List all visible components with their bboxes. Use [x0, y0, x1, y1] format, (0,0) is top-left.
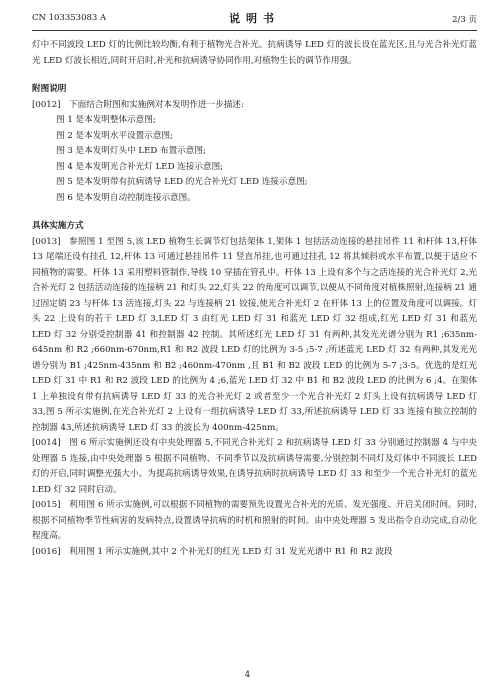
- page-number: 4: [244, 670, 251, 680]
- embodiment-heading: 具体实施方式: [32, 221, 84, 231]
- figure-caption-3: 图 3 是本发明灯头中 LED 布置示意图;: [56, 146, 206, 156]
- paragraph-number: [0016]: [32, 546, 61, 557]
- page-header: [32, 10, 477, 26]
- paragraph-text: 利用图 6 所示实施例,可以根据不同植物的需要预先设置光合补光的光质、发光强度、开启关闭时间。同时,根据不同植物季节性病害的发病特点,设置诱导抗病的时机和照射的时间。由中央处理器 5 发出指令自动完成,自动化程度高。: [32, 500, 477, 541]
- paragraph-0016: [32, 545, 477, 561]
- document-title: 说明书: [229, 12, 280, 25]
- header-rule: [32, 30, 477, 31]
- paragraph-text: 图 6 所示实施例还设有中央处理器 5,不同光合补光灯 2 和抗病诱导 LED 灯 33 分别通过控制器 4 与中央处理器 5 连接,由中央处理器 5 根据不同植物、不同季节以及抗病诱导需要,分别控制不同灯及灯体中不同波长 LED 灯的开启,同时调整光强大小。为提高抗病诱导效果,在诱导抗病时抗病诱导 LED 灯 33 和至少一个光合补光灯的蓝光 LED 灯 32 同时启动。: [32, 438, 477, 495]
- paragraph-number: [0013]: [32, 236, 61, 247]
- intro-paragraph: 灯中不同波段 LED 灯的比例比较均衡,有利于植物光合补光。抗病诱导 LED 灯的波长设在蓝光区,且与光合补光灯蓝光 LED 灯波长相近,同时开启时,补光和抗病诱导协同作用,对植物生长的调节作用强。: [32, 40, 477, 66]
- page-indicator: 2/3 页: [452, 15, 477, 25]
- figure-caption-1: 图 1 是本发明整体示意图;: [56, 115, 156, 125]
- publication-number: CN 103353083 A: [32, 13, 107, 23]
- paragraph-0013: [32, 235, 477, 437]
- paragraph-0012: [32, 98, 477, 114]
- paragraph-text: 利用图 1 所示实施例,其中 2 个补光灯的红光 LED 灯 31 发光光谱中 R1 和 R2 波段: [69, 546, 393, 557]
- paragraph-number: [0014]: [32, 438, 61, 448]
- figure-caption-4: 图 4 是本发明光合补光灯 LED 连接示意图;: [56, 161, 224, 172]
- paragraph-number: [0015]: [32, 500, 61, 510]
- paragraph-0015: [32, 498, 477, 545]
- figure-caption-2: 图 2 是本发明水平设置示意图;: [56, 130, 173, 141]
- paragraph-number: [0012]: [32, 99, 61, 110]
- figure-caption-5: 图 5 是本发明带有抗病诱导 LED 的光合补光灯 LED 连接示意图;: [56, 177, 308, 187]
- figure-caption-6: 图 6 是本发明自动控制连接示意图。: [56, 192, 196, 203]
- drawings-heading: 附图说明: [32, 84, 67, 94]
- document-body: [32, 38, 477, 560]
- paragraph-text: 参照图 1 至图 5,该 LED 植物生长调节灯包括架体 1,架体 1 包括活动连接的悬挂吊件 11 和杆体 13,杆体 13 尾端还设有挂孔 12,杆体 13 可通过悬挂吊件 11 竖直吊挂,也可通过挂孔 12 将其倾斜或水平布置,以便于适应不同植物的需要。杆体 13 采用塑料管制作,导线 10 穿插在管孔中。杆体 13 上设有多个与之活连接的光合补光灯 2,光合补光灯 2 包括活动连接的连接柄 21 和灯头 22,灯头 22 的角度可以调节,以便从不同角度对植株照射,连接柄 21 通过固定销 23 与杆体 13 活连接,灯头 22 与连接柄 21 铰接,使光合补光灯 2 在杆体 13 上的位置及角度可以调接。灯头 22 上设有的若干 LED 灯 3,LED 灯 3 由红光 LED 灯 31 和蓝光 LED 灯 32 组成,红光 LED 灯 31 和蓝光 LED 灯 32 分别受控制器 41 和控制器 42 控制。其所述红光 LED 灯 31 有两种,其发光光谱分别为 R1 ;635nm-645nm 和 R2 ;660nm-670nm,R1 和 R2 波段 LED 灯的比例为 3-5 ;5-7 ;所述蓝光 LED 灯 32 有两种,其发光光谱分别为 B1 ;425nm-435nm 和 B2 ;460nm-470nm ,且 B1 和 B2 波段 LED 的比例为 5-7 ;3-5。优选的是红光 LED 灯 31 中 R1 和 R2 波段 LED 的比例为 4 ;6,蓝光 LED 灯 32 中 B1 和 B2 波段 LED 的比例为 6 ;4。在架体 1 上单独设有带有抗病诱导 LED 灯 33 的光合补光灯 2 或者至少一个光合补光灯 2 灯头上设有抗病诱导 LED 灯 33,图 5 所示实施例,在光合补光灯 2 上设有一组抗病诱导 LED 灯 33,所述抗病诱导 LED 灯 33 连接有独立控制的控制器 43,所述抗病诱导 LED 灯 33 的波长为 400nm-425nm。: [32, 236, 477, 433]
- paragraph-0014: [32, 436, 477, 498]
- paragraph-text: 下面结合附图和实施例对本发明作进一步描述:: [69, 99, 244, 110]
